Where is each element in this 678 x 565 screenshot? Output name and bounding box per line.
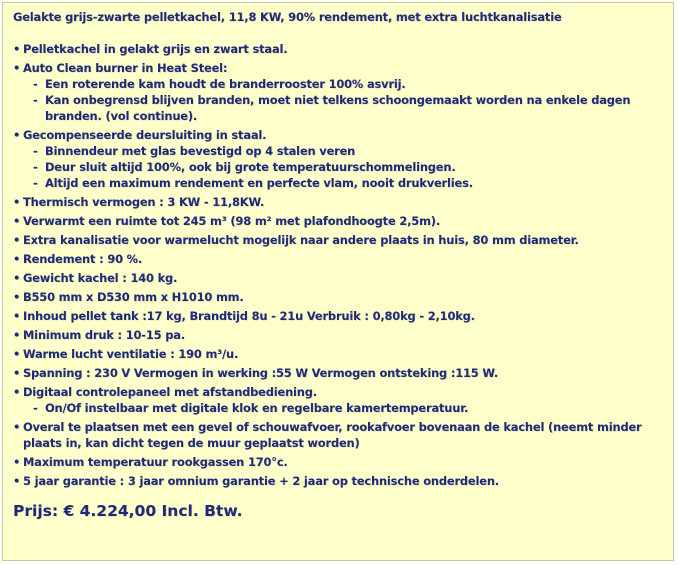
product-description-panel [2,2,674,561]
feature-subitem: - Altijd een maximum rendement en perfecte vlam, nooit drukverlies. [23,175,673,191]
feature-text: Extra kanalisatie voor warmelucht mogelijk naar andere plaats in huis, 80 mm diameter. [23,233,579,247]
feature-text: Minimum druk : 10-15 pa. [23,328,185,342]
feature-text: Inhoud pellet tank :17 kg, Brandtijd 8u - 21u Verbruik : 0,80kg - 2,10kg. [23,309,475,323]
feature-subitem: - Deur sluit altijd 100%, ook bij grote temperatuurschommelingen. [23,159,673,175]
feature-item [13,346,673,362]
feature-text: Maximum temperatuur rookgassen 170°c. [23,455,288,469]
feature-item [13,41,673,57]
feature-subitem: - Een roterende kam houdt de branderrooster 100% asvrij. [23,76,673,92]
feature-text: Spanning : 230 V Vermogen in werking :55 W Vermogen ontsteking :115 W. [23,366,499,380]
feature-item [13,327,673,343]
feature-text: Rendement : 90 %. [23,252,143,266]
feature-text: Pelletkachel in gelakt grijs en zwart staal. [23,42,288,56]
feature-text: Overal te plaatsen met een gevel of schouwafvoer, rookafvoer bovenaan de kachel (neemt minder plaats in, kan dicht tegen de muur geplaatst worden) [23,420,642,450]
feature-item [13,60,673,124]
feature-text: 5 jaar garantie : 3 jaar omnium garantie + 2 jaar op technische onderdelen. [23,474,499,488]
feature-sublist [23,143,673,191]
feature-subitem: - On/Of instelbaar met digitale klok en regelbare kamertemperatuur. [23,400,673,416]
feature-subitem: - Kan onbegrensd blijven branden, moet niet telkens schoongemaakt worden na enkele dagen branden. (vol continue). [23,92,673,124]
feature-item [13,473,673,489]
feature-item [13,308,673,324]
feature-text: B550 mm x D530 mm x H1010 mm. [23,290,244,304]
feature-item [13,454,673,470]
feature-list [13,41,673,489]
feature-text: Digitaal controlepaneel met afstandbediening. [23,385,317,399]
price-label: Prijs: € 4.224,00 Incl. Btw. [13,502,243,520]
feature-item [13,127,673,191]
feature-item [13,384,673,416]
feature-item [13,194,673,210]
feature-text: Gewicht kachel : 140 kg. [23,271,178,285]
feature-item [13,213,673,229]
feature-text: Auto Clean burner in Heat Steel: [23,61,228,75]
feature-sublist [23,76,673,124]
feature-item [13,365,673,381]
feature-subitem: - Binnendeur met glas bevestigd op 4 stalen veren [23,143,673,159]
feature-sublist [23,400,673,416]
feature-item [13,419,673,451]
feature-item [13,232,673,248]
product-title: Gelakte grijs-zwarte pelletkachel, 11,8 KW, 90% rendement, met extra luchtkanalisatie [13,10,562,24]
feature-text: Thermisch vermogen : 3 KW - 11,8KW. [23,195,265,209]
feature-item [13,270,673,286]
feature-item [13,289,673,305]
feature-text: Verwarmt een ruimte tot 245 m³ (98 m² met plafondhoogte 2,5m). [23,214,441,228]
feature-item [13,251,673,267]
feature-text: Gecompenseerde deursluiting in staal. [23,128,267,142]
feature-text: Warme lucht ventilatie : 190 m³/u. [23,347,239,361]
